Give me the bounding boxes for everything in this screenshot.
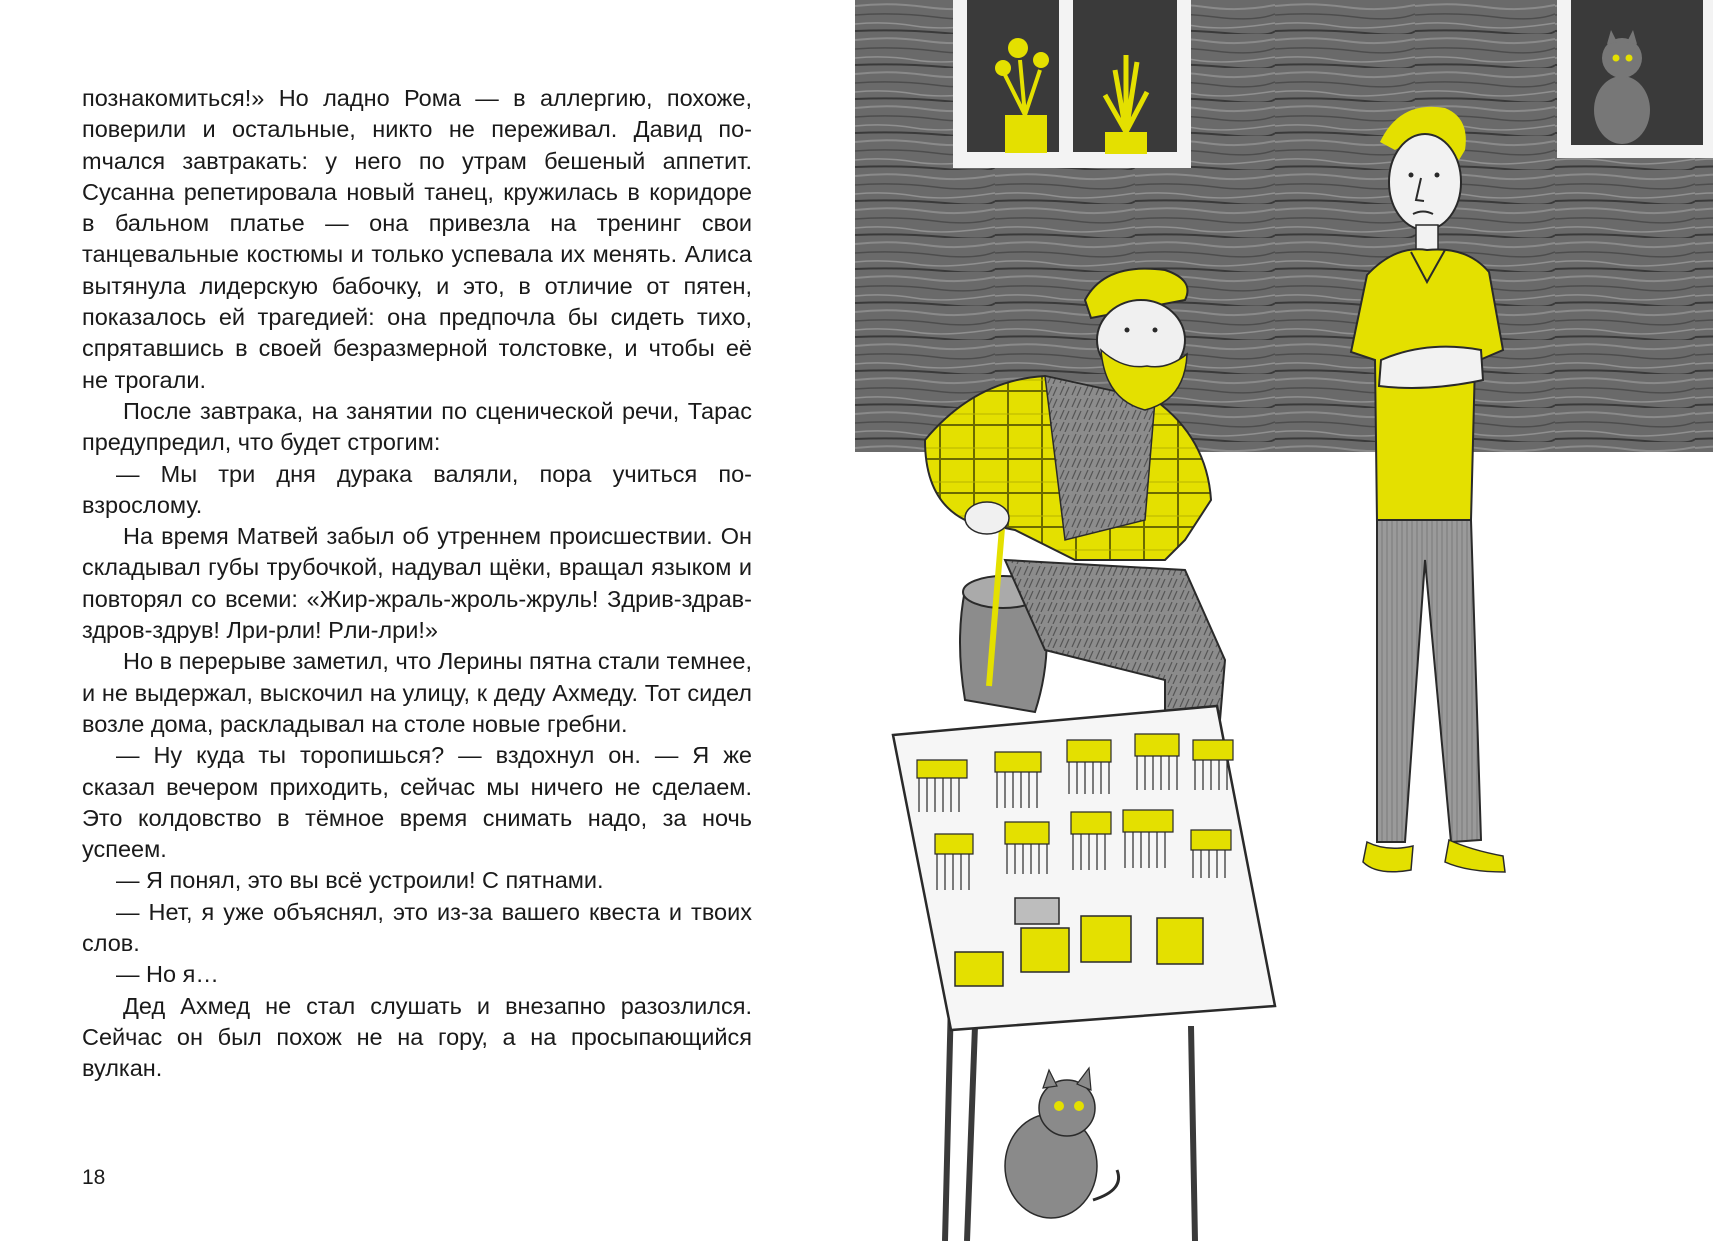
illustration-svg: [855, 0, 1713, 1241]
paragraph: На время Матвей забыл об утреннем происшествии. Он складывал губы трубочкой, надувал щёки, вращал языком и повторял со всеми: «Жир-жраль-жроль-жруль! Здрив-здрав-здров-здрув! Лри-рли! Рли-лри!»: [82, 523, 752, 644]
dialog-line: — Нет, я уже объяснял, это из-за вашего квеста и твоих слов.: [82, 898, 752, 957]
cat-figure: [1005, 1068, 1119, 1218]
paragraph: Дед Ахмед не стал слушать и внезапно разозлился. Сейчас он был похож не на гору, а на просыпающийся вулкан.: [82, 992, 752, 1082]
page-number: 18: [82, 1166, 106, 1189]
dialog-line: — Я понял, это вы всё устроили! С пятнами.: [116, 867, 604, 894]
paragraph: познакомиться!» Но ладно Рома — в аллергию, похоже, поверили и остальные, никто не переживал. Давид поmчался завтракать: у него по утрам бешеный аппетит. Сусанна репетировала новый танец, кружилась в коридоре в бальном платье — она привезла на тренинг свои танцевальные костюмы и только успевала их менять. Алиса вытянула лидерскую бабочку, и это, в отличие от пятен, показалось ей трагедией: она предпочла бы сидеть тихо, спрятавшись в своей безразмерной толстовке, и чтобы её не трогали.: [82, 85, 752, 393]
dialog-line: — Мы три дня дурака валяли, пора учиться по-взрослому.: [82, 460, 752, 518]
story-text: [82, 83, 752, 1085]
dialog-line: — Ну куда ты торопишься? — вздохнул он. — Я же сказал вечером приходить, сейчас мы ничего не сделаем. Это колдовство в тёмное время снимать надо, за ночь успеем.: [82, 742, 752, 863]
combs-board: [893, 706, 1275, 1030]
left-window: [953, 0, 1191, 168]
paragraph: После завтрака, на занятии по сценической речи, Тарас предупредил, что будет строгим:: [82, 397, 752, 456]
right-window: [1557, 0, 1713, 158]
illustration-panel: [855, 0, 1713, 1241]
dialog-line: — Но я…: [116, 961, 219, 988]
paragraph: Но в перерыве заметил, что Лерины пятна стали темнее, и не выдержал, выскочил на улицу, к деду Ахмеду. Тот сидел возле дома, раскладывал на столе новые гребни.: [82, 648, 752, 737]
text-page: [0, 0, 855, 1241]
